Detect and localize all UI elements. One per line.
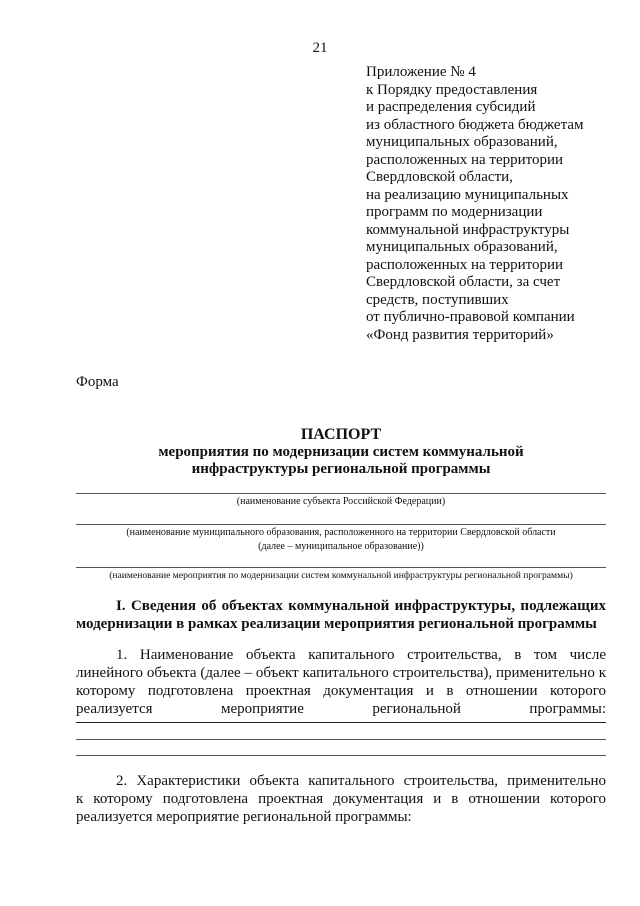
appendix-line: от публично-правовой компании — [366, 309, 575, 325]
appendix-line: расположенных на территории — [366, 151, 564, 168]
appendix-line: расположенных на территории — [366, 256, 564, 273]
fill-line — [76, 739, 606, 740]
paragraph-line: 2. Характеристики объекта капитального строительства, применительно — [116, 773, 606, 789]
subject-caption: (наименование субъекта Российской Федерации) — [236, 496, 446, 507]
paragraph-1 — [76, 646, 606, 718]
appendix-line: муниципальных образований, — [366, 239, 558, 255]
appendix-line: Свердловской области, за счет — [366, 274, 561, 290]
appendix-line: и распределения субсидий — [366, 99, 536, 115]
paragraph-line: к которому подготовлена проектная документация и в отношении которого — [76, 791, 606, 807]
municipal-caption-line2: (далее – муниципальное образование)) — [258, 541, 424, 552]
measure-field-line — [76, 567, 606, 568]
subject-field-line — [76, 493, 606, 494]
paragraph-line: реализуется мероприятие региональной программы: — [76, 809, 412, 825]
paragraph-line: 1. Наименование объекта капитального строительства, в том числе — [116, 647, 606, 663]
section-heading: I. Сведения об объектах коммунальной инфраструктуры, подлежащих модернизации в рамках реализации мероприятия региональной программы — [76, 598, 606, 632]
title-line: мероприятия по модернизации систем коммунальной — [158, 443, 524, 460]
appendix-line: Приложение № 4 — [366, 64, 476, 80]
appendix-line: коммунальной инфраструктуры — [366, 221, 570, 238]
paragraph-line: линейного объекта (далее – объект капитального строительства), применительно к — [76, 665, 606, 681]
municipal-field-line — [76, 524, 606, 525]
appendix-line: на реализацию муниципальных — [366, 186, 569, 203]
form-label: Форма — [76, 374, 119, 390]
measure-caption: (наименование мероприятия по модернизации систем коммунальной инфраструктуры региональной программы) — [109, 570, 573, 581]
appendix-line: муниципальных образований, — [366, 134, 558, 150]
appendix-line: Свердловской области, — [366, 169, 513, 185]
appendix-line: программ по модернизации — [366, 204, 543, 220]
appendix-line: к Порядку предоставления — [366, 81, 538, 98]
page-number: 21 — [312, 40, 328, 56]
municipal-caption-line1: (наименование муниципального образования, расположенного на территории Свердловской области — [126, 527, 556, 538]
paragraph-line: реализуется мероприятие региональной программы: — [76, 701, 606, 717]
paragraph-2 — [76, 772, 606, 826]
appendix-line: из областного бюджета бюджетам — [366, 116, 584, 133]
appendix-line: средств, поступивших — [366, 291, 509, 308]
fill-line — [76, 722, 606, 723]
paragraph-line: которому подготовлена проектная документация и в отношении которого — [76, 683, 606, 699]
document-title — [76, 426, 606, 479]
fill-line — [76, 755, 606, 756]
title-passport: ПАСПОРТ — [300, 426, 382, 443]
appendix-block — [366, 64, 626, 344]
appendix-line: «Фонд развития территорий» — [366, 326, 554, 343]
title-line: инфраструктуры региональной программы — [191, 461, 491, 477]
